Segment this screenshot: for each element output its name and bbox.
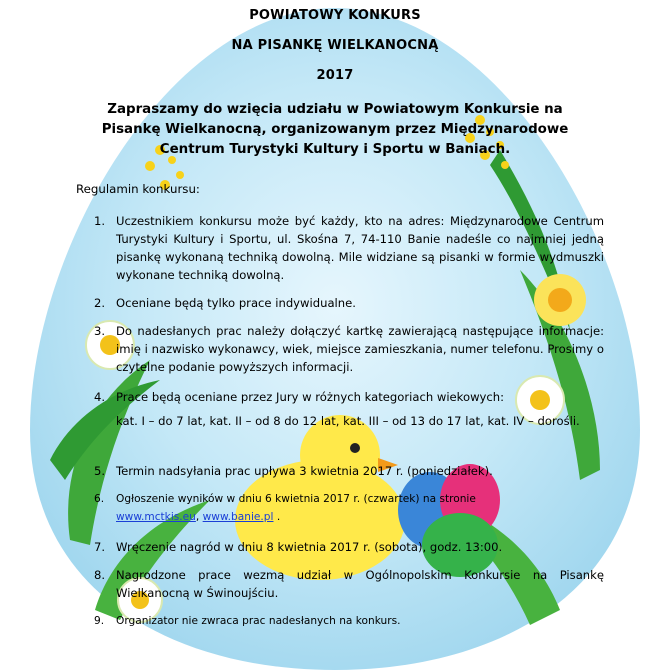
rule-text: Oceniane będą tylko prace indywidualne. (116, 296, 356, 310)
title-line-2: NA PISANKĘ WIELKANOCNĄ (231, 38, 439, 53)
link-tail: . (273, 511, 281, 523)
rule-5 (94, 462, 604, 480)
rule-number: 8. (94, 568, 106, 582)
title-year: 2017 (316, 68, 354, 83)
rule-number: 2. (94, 296, 106, 310)
rule-4 (94, 388, 604, 430)
link-mctkis[interactable]: www.mctkis.eu (116, 511, 196, 523)
intro-text (60, 100, 610, 160)
rules-heading: Regulamin konkursu: (76, 182, 200, 196)
title-line-1: POWIATOWY KONKURS (249, 8, 421, 23)
rule-number: 1. (94, 214, 106, 228)
rule-7 (94, 538, 604, 556)
rule-text: Termin nadsyłania prac upływa 3 kwietnia 2017 r. (poniedziałek). (116, 464, 493, 478)
rule-3 (94, 322, 604, 376)
rule-text (116, 490, 604, 526)
link-separator: , (195, 511, 203, 523)
rule-1 (94, 212, 604, 284)
rule-4-categories: kat. I – do 7 lat, kat. II – od 8 do 12 lat, kat. III – od 13 do 17 lat, kat. IV – dorośli. (116, 414, 580, 428)
rule-6 (94, 490, 604, 526)
rule-6-text: Ogłoszenie wyników w dniu 6 kwietnia 2017 r. (czwartek) na stronie (116, 493, 476, 505)
rule-number: 5. (94, 464, 106, 478)
intro-line-2: Pisankę Wielkanocną, organizowanym przez Międzynarodowe (101, 122, 569, 137)
rule-number: 3. (94, 324, 106, 338)
link-banie[interactable]: www.banie.pl (202, 511, 274, 523)
rule-number: 4. (94, 390, 106, 404)
intro-line-3: Centrum Turystyki Kultury i Sportu w Baniach. (159, 142, 511, 157)
rule-2 (94, 294, 604, 312)
rule-text: Prace będą oceniane przez Jury w różnych kategoriach wiekowych: (116, 390, 505, 404)
rule-number: 7. (94, 540, 106, 554)
rule-8 (94, 566, 604, 602)
rule-text: Wręczenie nagród w dniu 8 kwietnia 2017 r. (sobota), godz. 13:00. (116, 540, 503, 554)
rule-number: 9. (94, 615, 105, 627)
intro-line-1: Zapraszamy do wzięcia udziału w Powiatowym Konkursie na (107, 102, 563, 117)
rule-text: Organizator nie zwraca prac nadesłanych na konkurs. (116, 615, 401, 627)
rule-text: Nagrodzone prace wezmą udział w Ogólnopolskim Konkursie na Pisankę Wielkanocną w Świnoujściu. (116, 568, 604, 600)
rule-9 (94, 612, 604, 630)
rule-number: 6. (94, 493, 105, 505)
rule-text: Uczestnikiem konkursu może być każdy, kto na adres: Międzynarodowe Centrum Turystyki Kultury i Sportu, ul. Skośna 7, 74-110 Banie nadeśle co najmniej jedną pisankę wykonaną techniką dowolną. Mile widziane są pisanki w formie wydmuszki wykonane techniką dowolną. (116, 214, 604, 282)
rule-text: Do nadesłanych prac należy dołączyć kartkę zawierającą następujące informacje: imię i nazwisko wykonawcy, wiek, miejsce zamieszkania, numer telefonu. Prosimy o czytelne podanie powyższych informacji. (116, 324, 604, 374)
